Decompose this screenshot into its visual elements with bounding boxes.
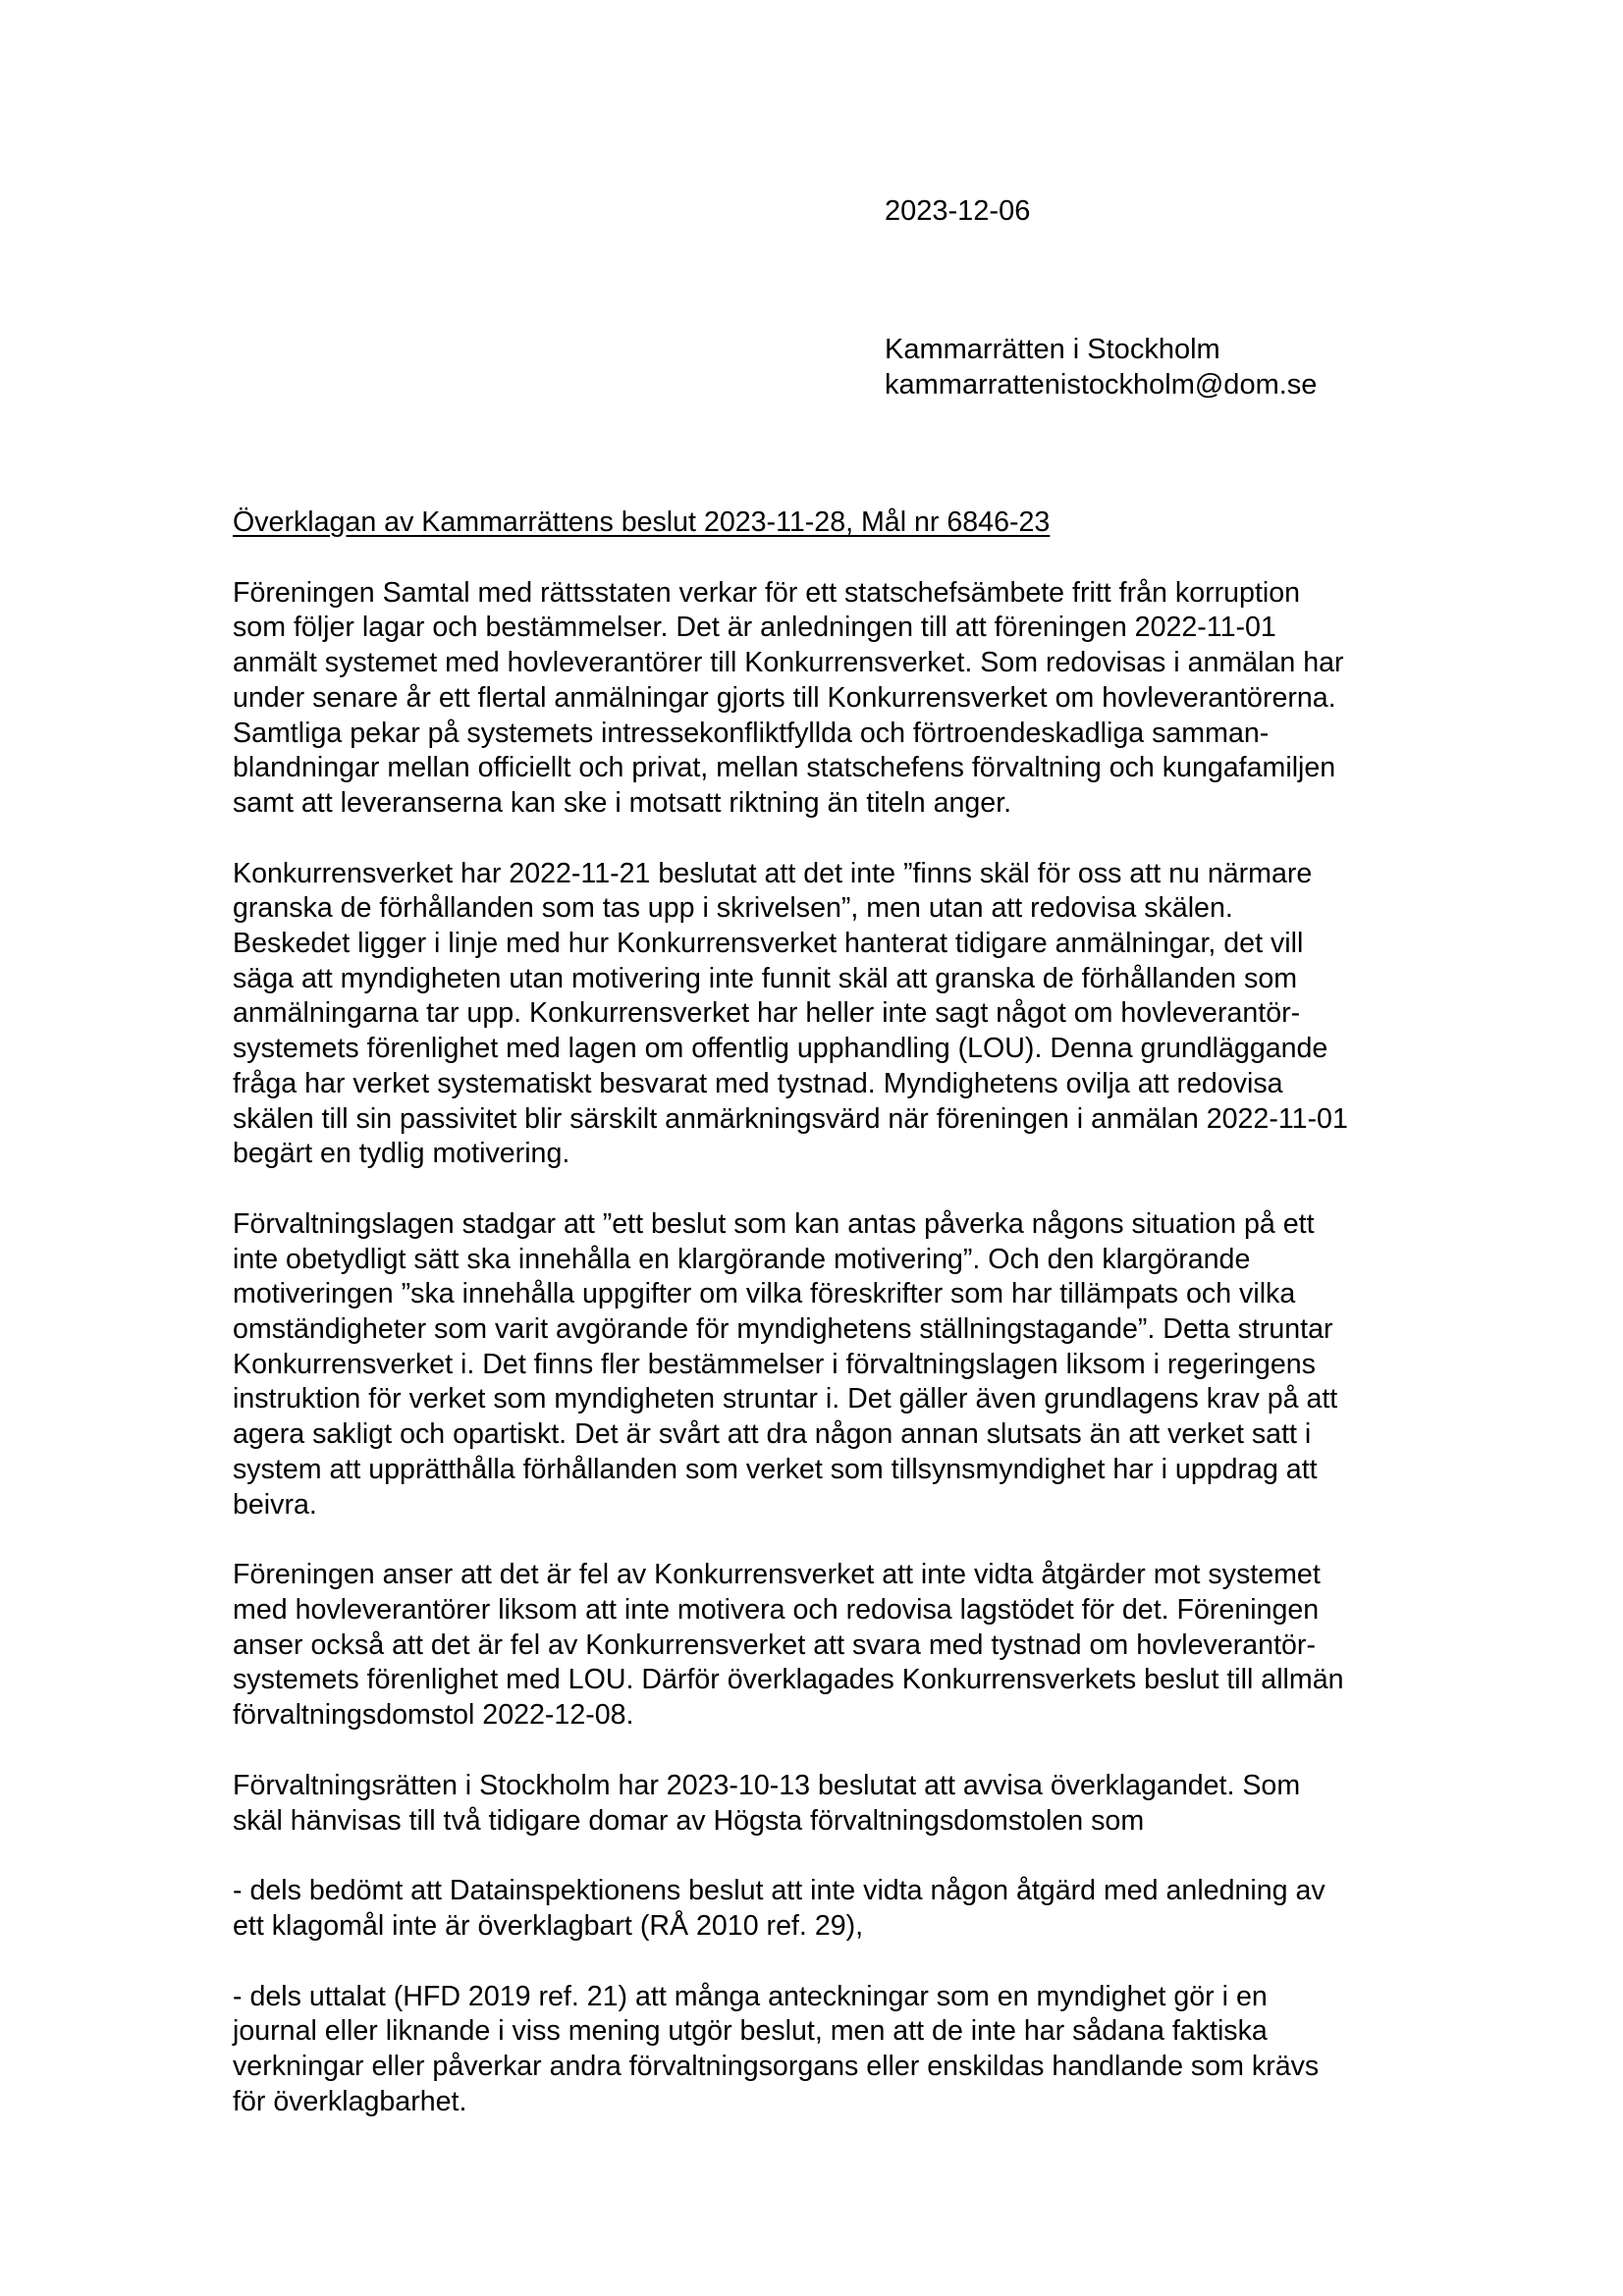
text-line: Föreningen Samtal med rättsstaten verkar för ett statschefsämbete fritt från korruption <box>233 576 1301 609</box>
text-line: ett klagomål inte är överklagbart (RÅ 2010 ref. 29), <box>233 1909 864 1942</box>
text-line: journal eller liknande i viss mening utgör beslut, men att de inte har sådana faktiska <box>233 2015 1268 2048</box>
text-line: Konkurrensverket i. Det finns fler bestämmelser i förvaltningslagen liksom i regeringens <box>233 1348 1316 1380</box>
text-line: inte obetydligt sätt ska innehålla en klargörande motivering”. Och den klargörande <box>233 1243 1251 1275</box>
text-line: Förvaltningsrätten i Stockholm har 2023-10-13 beslutat att avvisa överklagandet. Som <box>233 1769 1301 1801</box>
text-line: anser också att det är fel av Konkurrensverket att svara med tystnad om hovleverantör- <box>233 1629 1316 1661</box>
text-line: förvaltningsdomstol 2022-12-08. <box>233 1699 634 1732</box>
paragraph <box>233 1558 1440 1734</box>
text-line: omständigheter som varit avgörande för myndighetens ställningstagande”. Detta struntar <box>233 1313 1333 1346</box>
paragraph <box>233 1980 1440 2120</box>
text-line: - dels uttalat (HFD 2019 ref. 21) att många anteckningar som en myndighet gör i en <box>233 1980 1268 2012</box>
subject-heading: Överklagan av Kammarrättens beslut 2023-11-28, Mål nr 6846-23 <box>233 507 1051 538</box>
text-line: samt att leveranserna kan ske i motsatt riktning än titeln anger. <box>233 786 1012 819</box>
text-line: Konkurrensverket har 2022-11-21 beslutat att det inte ”finns skäl för oss att nu närmare <box>233 857 1313 889</box>
text-line: systemets förenlighet med lagen om offentlig upphandling (LOU). Denna grundläggande <box>233 1033 1328 1065</box>
recipient-email: kammarrattenistockholm@dom.se <box>885 369 1318 400</box>
text-line: - dels bedömt att Datainspektionens beslut att inte vidta någon åtgärd med anledning av <box>233 1875 1325 1907</box>
text-line: Föreningen anser att det är fel av Konkurrensverket att inte vidta åtgärder mot systemet <box>233 1559 1321 1591</box>
text-line: instruktion för verket som myndigheten struntar i. Det gäller även grundlagens krav på att <box>233 1383 1338 1415</box>
text-line: agera sakligt och opartiskt. Det är svårt att dra någon annan slutsats än att verket satt i <box>233 1418 1312 1451</box>
paragraph <box>233 1769 1440 1839</box>
text-line: system att upprätthålla förhållanden som verket som tillsynsmyndighet har i uppdrag att <box>233 1453 1318 1485</box>
text-line: anmälningarna tar upp. Konkurrensverket har heller inte sagt något om hovleverantör- <box>233 997 1301 1030</box>
text-line: skälen till sin passivitet blir särskilt anmärkningsvärd när föreningen i anmälan 2022-11-01 <box>233 1102 1348 1135</box>
text-line: Förvaltningslagen stadgar att ”ett beslut som kan antas påverka någons situation på ett <box>233 1207 1315 1240</box>
text-line: säga att myndigheten utan motivering inte funnit skäl att granska de förhållanden som <box>233 962 1298 994</box>
recipient-name: Kammarrätten i Stockholm <box>885 334 1220 365</box>
text-line: granska de förhållanden som tas upp i skrivelsen”, men utan att redovisa skälen. <box>233 892 1233 925</box>
paragraph <box>233 857 1440 1172</box>
text-line: systemets förenlighet med LOU. Därför överklagades Konkurrensverkets beslut till allmän <box>233 1664 1344 1696</box>
recipient-block <box>885 332 1317 402</box>
text-line: beivra. <box>233 1488 317 1521</box>
text-line: begärt en tydlig motivering. <box>233 1138 570 1170</box>
paragraphs-container <box>233 576 1440 2120</box>
text-line: anmält systemet med hovleverantörer till Konkurrensverket. Som redovisas i anmälan har <box>233 647 1344 679</box>
text-line: skäl hänvisas till två tidigare domar av Högsta förvaltningsdomstolen som <box>233 1804 1145 1837</box>
letter-body <box>233 506 1440 2155</box>
text-line: Samtliga pekar på systemets intressekonfliktfyllda och förtroendeskadliga samman- <box>233 717 1270 749</box>
paragraph <box>233 1207 1440 1522</box>
text-line: motiveringen ”ska innehålla uppgifter om vilka föreskrifter som har tillämpats och vilka <box>233 1278 1296 1310</box>
text-line: för överklagbarhet. <box>233 2085 467 2117</box>
text-line: Beskedet ligger i linje med hur Konkurrensverket hanterat tidigare anmälningar, det vill <box>233 928 1304 960</box>
letter-date: 2023-12-06 <box>885 195 1031 227</box>
paragraph <box>233 576 1440 822</box>
text-line: fråga har verket systematiskt besvarat med tystnad. Myndighetens ovilja att redovisa <box>233 1067 1283 1099</box>
text-line: med hovleverantörer liksom att inte motivera och redovisa lagstödet för det. Föreningen <box>233 1593 1320 1626</box>
text-line: verkningar eller påverkar andra förvaltningsorgans eller enskildas handlande som krävs <box>233 2051 1320 2083</box>
paragraph <box>233 1874 1440 1944</box>
text-line: under senare år ett flertal anmälningar gjorts till Konkurrensverket om hovleverantörerna. <box>233 681 1336 714</box>
text-line: som följer lagar och bestämmelser. Det är anledningen till att föreningen 2022-11-01 <box>233 612 1276 644</box>
text-line: blandningar mellan officiellt och privat, mellan statschefens förvaltning och kungafamiljen <box>233 752 1336 784</box>
